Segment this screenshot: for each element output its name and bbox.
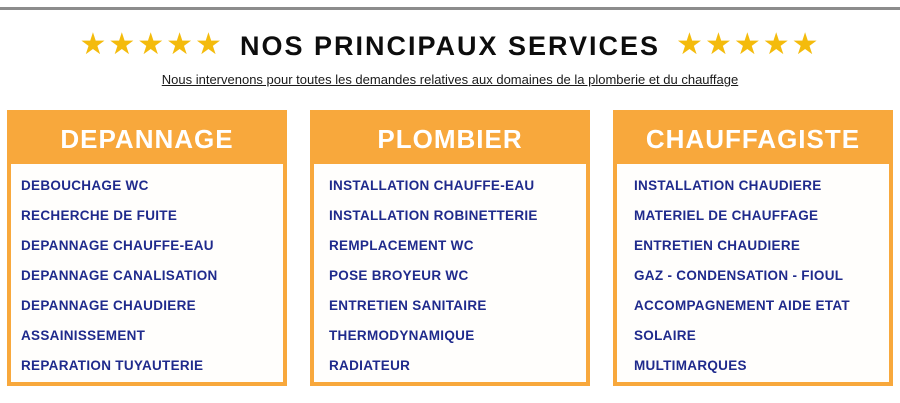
service-item-installation-chaudiere[interactable]: INSTALLATION CHAUDIERE	[634, 177, 822, 193]
service-item-depannage-chauffe-eau[interactable]: DEPANNAGE CHAUFFE-EAU	[21, 237, 214, 253]
service-item-assainissement[interactable]: ASSAINISSEMENT	[21, 327, 146, 343]
service-item-thermodynamique[interactable]: THERMODYNAMIQUE	[329, 327, 475, 343]
service-item-debouchage-wc[interactable]: DEBOUCHAGE WC	[21, 177, 149, 193]
service-item-gaz-condensation-fioul[interactable]: GAZ - CONDENSATION - FIOUL	[634, 267, 844, 283]
services-section	[0, 7, 900, 386]
panel-chauffagiste	[613, 110, 893, 386]
panel-body-chauffagiste	[617, 164, 889, 382]
page-title: NOS PRINCIPAUX SERVICES	[239, 31, 661, 61]
service-item-remplacement-wc[interactable]: REMPLACEMENT WC	[329, 237, 474, 253]
panel-depannage	[7, 110, 287, 386]
subtitle-row	[0, 71, 900, 89]
title-row	[0, 27, 900, 62]
service-item-pose-broyeur-wc[interactable]: POSE BROYEUR WC	[329, 267, 469, 283]
top-divider	[0, 7, 900, 10]
service-item-entretien-chaudiere[interactable]: ENTRETIEN CHAUDIERE	[634, 237, 801, 253]
panel-body-plombier	[314, 164, 586, 382]
page-subtitle: Nous intervenons pour toutes les demandes relatives aux domaines de la plomberie et du chauffage	[161, 72, 739, 87]
service-item-reparation-tuyauterie[interactable]: REPARATION TUYAUTERIE	[21, 357, 204, 373]
panel-header-chauffagiste: CHAUFFAGISTE	[617, 114, 889, 164]
service-item-installation-chauffe-eau[interactable]: INSTALLATION CHAUFFE-EAU	[329, 177, 535, 193]
stars-right-icon: ★★★★★	[676, 27, 821, 61]
service-item-recherche-de-fuite[interactable]: RECHERCHE DE FUITE	[21, 207, 178, 223]
service-item-installation-robinetterie[interactable]: INSTALLATION ROBINETTERIE	[329, 207, 538, 223]
service-item-depannage-canalisation[interactable]: DEPANNAGE CANALISATION	[21, 267, 218, 283]
panel-plombier	[310, 110, 590, 386]
service-item-multimarques[interactable]: MULTIMARQUES	[634, 357, 747, 373]
service-item-accompagnement-aide-etat[interactable]: ACCOMPAGNEMENT AIDE ETAT	[634, 297, 850, 313]
panel-header-plombier: PLOMBIER	[314, 114, 586, 164]
service-item-entretien-sanitaire[interactable]: ENTRETIEN SANITAIRE	[329, 297, 487, 313]
service-item-solaire[interactable]: SOLAIRE	[634, 327, 697, 343]
service-item-materiel-de-chauffage[interactable]: MATERIEL DE CHAUFFAGE	[634, 207, 819, 223]
service-columns	[0, 110, 900, 386]
service-item-radiateur[interactable]: RADIATEUR	[329, 357, 411, 373]
panel-header-depannage: DEPANNAGE	[11, 114, 283, 164]
service-item-depannage-chaudiere[interactable]: DEPANNAGE CHAUDIERE	[21, 297, 196, 313]
stars-left-icon: ★★★★★	[79, 27, 224, 61]
panel-body-depannage	[11, 164, 283, 382]
